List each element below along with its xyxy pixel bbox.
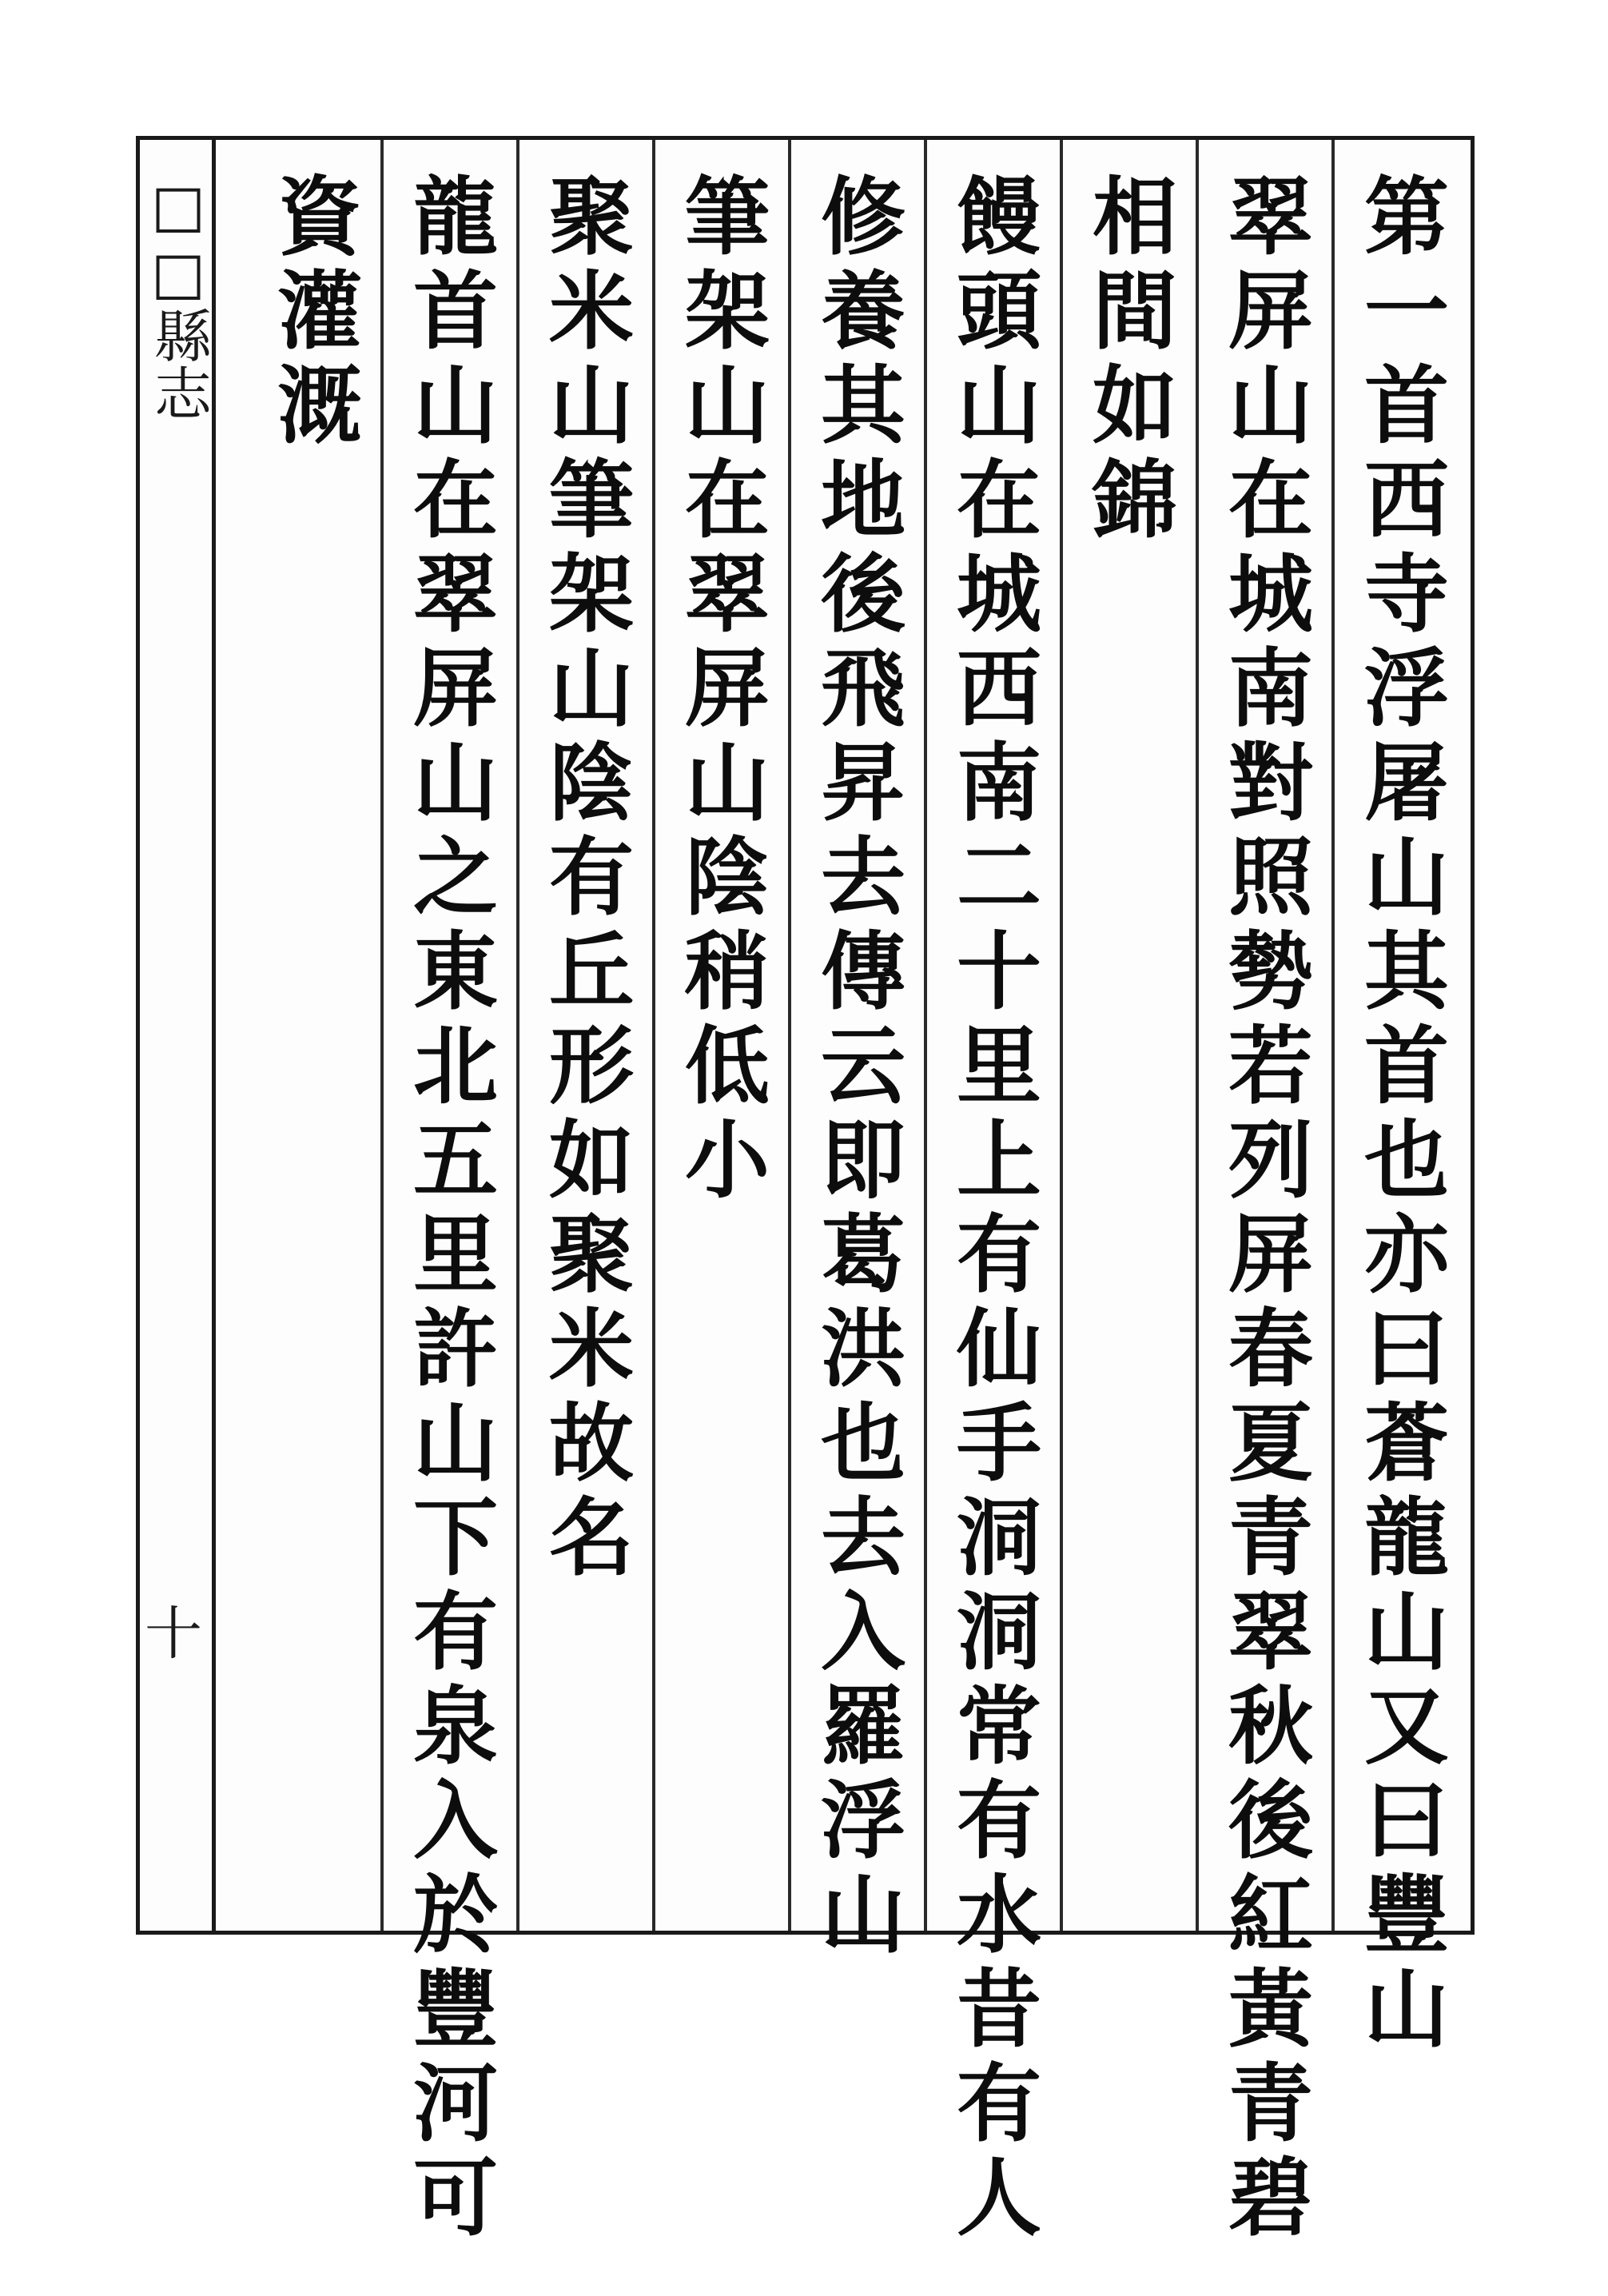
text-column: 修養其地後飛昇去傳云即葛洪也去入羅浮山	[807, 172, 907, 1964]
text-column: 饅頭山在城西南二十里上有仙手洞洞常有水昔有人	[943, 172, 1043, 2247]
text-column: 筆架山在翠屏山陰稍低小	[671, 172, 771, 1210]
column-rule	[924, 140, 927, 1931]
column-rule	[1196, 140, 1199, 1931]
text-column: 翠屏山在城南對照勢若列屏春夏青翠秋後紅黃青碧	[1215, 172, 1315, 2247]
column-rule	[652, 140, 655, 1931]
column-rule	[380, 140, 384, 1931]
text-column: 相間如錦	[1079, 172, 1179, 549]
text-column: 第一首西寺浮屠山其首也亦曰蒼龍山又曰豐山	[1351, 172, 1451, 2059]
text-column: 資灌溉	[264, 172, 364, 455]
column-rule	[516, 140, 519, 1931]
book-page	[135, 136, 1475, 2247]
column-rule	[1060, 140, 1063, 1931]
text-column: 聚米山筆架山陰有丘形如聚米故名	[535, 172, 635, 1587]
text-column: 龍首山在翠屏山之東北五里許山下有泉入於豐河可	[400, 172, 500, 2247]
page-margin	[135, 140, 216, 1931]
page-number: 十	[135, 1603, 202, 1660]
column-rule	[1331, 140, 1335, 1931]
column-rule	[788, 140, 791, 1931]
book-title: □□縣志	[145, 172, 212, 421]
